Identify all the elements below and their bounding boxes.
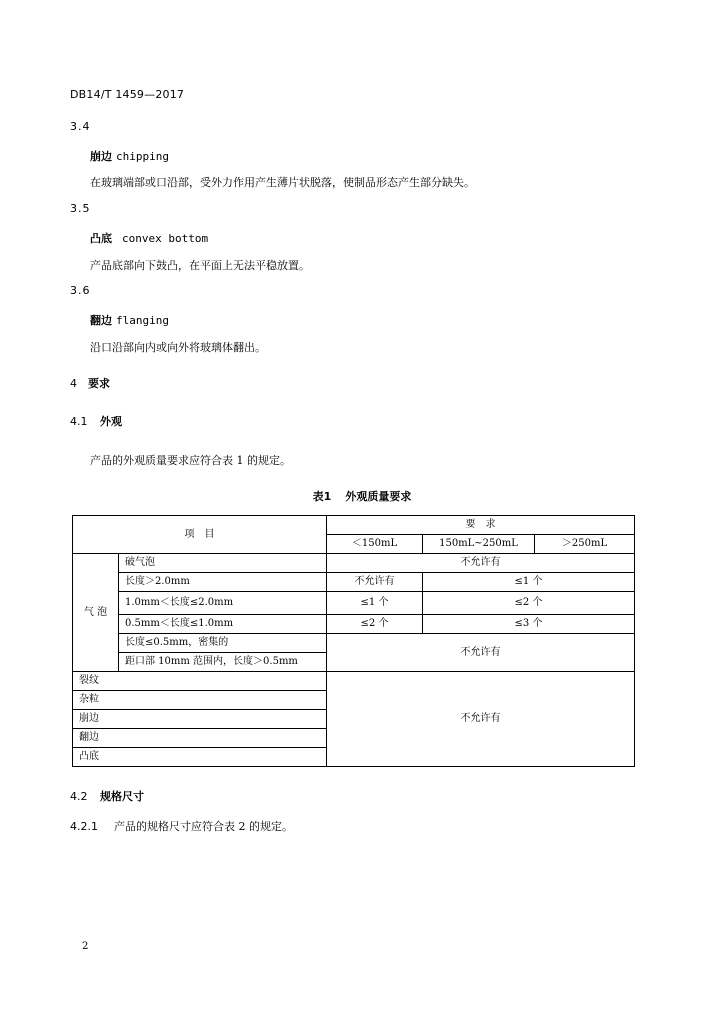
table-header-row: [73, 516, 635, 535]
clause-text: 产品的规格尺寸应符合表 2 的规定。: [114, 820, 293, 833]
row-label: 长度≤0.5mm，密集的: [119, 634, 327, 653]
clause-number-3-5: 3.5: [70, 202, 91, 215]
clause-number-3-6: 3.6: [70, 284, 91, 297]
row-label: 距口部 10mm 范围内，长度＞0.5mm: [119, 653, 327, 672]
row-value-small: ≤1 个: [327, 592, 423, 615]
row-value-small: 不允许有: [327, 573, 423, 592]
row-label-chipping: 崩边: [73, 710, 327, 729]
section-4-2-heading: [70, 788, 144, 804]
section-4-1-heading: [70, 413, 122, 429]
table-row: [73, 672, 635, 691]
term-zh: 崩边: [90, 150, 112, 163]
header-col-medium: 150mL~250mL: [423, 535, 535, 554]
row-value-medium-large: ≤1 个: [423, 573, 635, 592]
row-label-convex-bottom: 凸底: [73, 748, 327, 767]
row-label-crack: 裂纹: [73, 672, 327, 691]
header-requirement: 要 求: [327, 516, 635, 535]
definition-chipping: 在玻璃端部或口沿部，受外力作用产生薄片状脱落，使制品形态产生部分缺失。: [90, 176, 475, 189]
table-row: [73, 634, 635, 653]
section-number: 4.2: [70, 790, 88, 803]
row-label-flanging: 翻边: [73, 729, 327, 748]
table-row: [73, 592, 635, 615]
table-caption-title: 外观质量要求: [345, 490, 412, 503]
page-number: 2: [82, 941, 89, 952]
header-col-large: ＞250mL: [535, 535, 635, 554]
term-zh: 凸底: [90, 232, 112, 245]
table-row: [73, 554, 635, 573]
term-chipping: [90, 148, 169, 164]
row-value-small: ≤2 个: [327, 615, 423, 634]
row-value-medium-large: ≤3 个: [423, 615, 635, 634]
row-label: 0.5mm＜长度≤1.0mm: [119, 615, 327, 634]
term-flanging: [90, 312, 169, 328]
defects-value-merged: 不允许有: [327, 672, 635, 767]
table-caption-number: 表1: [312, 490, 332, 503]
table-row: [73, 615, 635, 634]
table-1-caption: [0, 488, 724, 504]
term-convex-bottom: [90, 230, 208, 246]
table-row: [73, 573, 635, 592]
term-en: flanging: [116, 314, 169, 327]
header-item: 项 目: [73, 516, 327, 554]
row-label: 破气泡: [119, 554, 327, 573]
section-title: 外观: [100, 415, 122, 428]
term-en: chipping: [116, 150, 169, 163]
clause-number-3-4: 3.4: [70, 120, 91, 133]
row-label-impurity: 杂粒: [73, 691, 327, 710]
clause-number: 4.2.1: [70, 820, 98, 833]
section-title: 规格尺寸: [100, 790, 144, 803]
document-code: DB14/T 1459—2017: [70, 88, 185, 101]
section-4-2-1-text: [70, 818, 293, 834]
header-col-small: ＜150mL: [327, 535, 423, 554]
definition-flanging: 沿口沿部向内或向外将玻璃体翻出。: [90, 341, 266, 354]
section-title: 要求: [88, 377, 110, 390]
row-label: 长度＞2.0mm: [119, 573, 327, 592]
section-number: 4.1: [70, 415, 88, 428]
row-value-merged: 不允许有: [327, 634, 635, 672]
row-label: 1.0mm＜长度≤2.0mm: [119, 592, 327, 615]
appearance-quality-table: [72, 515, 635, 767]
section-4-heading: [70, 375, 110, 391]
row-value: 不允许有: [327, 554, 635, 573]
term-zh: 翻边: [90, 314, 112, 327]
row-value-medium-large: ≤2 个: [423, 592, 635, 615]
section-number: 4: [70, 377, 77, 390]
term-en: convex bottom: [122, 232, 209, 245]
definition-convex-bottom: 产品底部向下鼓凸，在平面上无法平稳放置。: [90, 259, 310, 272]
group-bubble: 气 泡: [73, 554, 119, 672]
section-4-1-text: 产品的外观质量要求应符合表 1 的规定。: [90, 454, 291, 467]
